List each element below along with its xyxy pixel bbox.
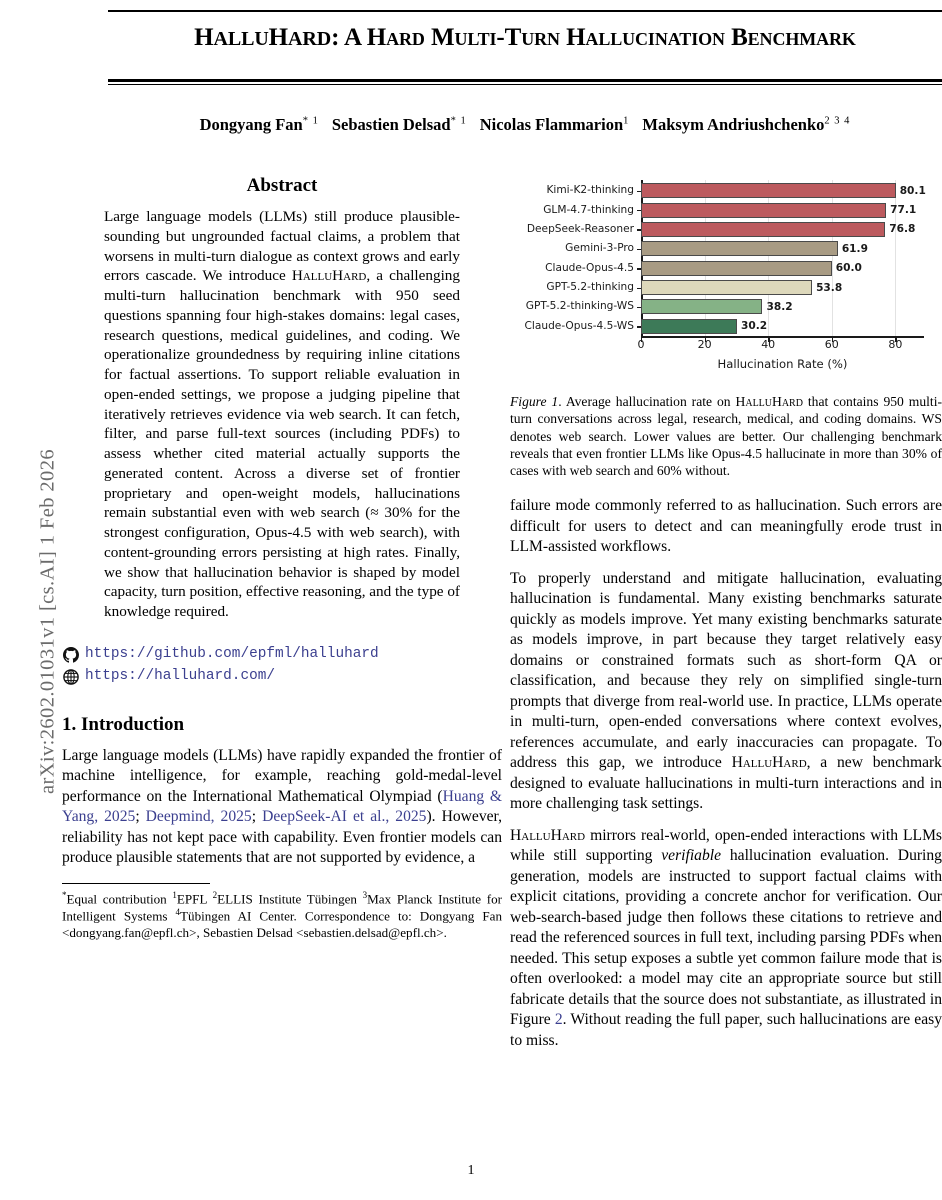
chart-bar-row	[525, 299, 793, 314]
chart-bar	[641, 280, 812, 295]
chart-x-tick-label: 0	[637, 338, 645, 351]
chart-bar-row	[546, 183, 926, 198]
figure-reference-2[interactable]: 2	[554, 1011, 563, 1029]
citation-deepseek[interactable]: DeepSeek-AI et al., 2025	[262, 808, 427, 826]
chart-category-label: Claude-Opus-4.5	[545, 261, 634, 274]
citation-separator: ;	[251, 808, 263, 826]
chart-x-tick-label: 80	[888, 338, 903, 351]
intro-text-a: Large language models (LLMs) have rapidly expanded the frontier of machine intelligence, for example, reaching gold-medal-level performance on the International Mathematical Olympiad (	[62, 746, 502, 805]
citation-deepmind[interactable]: Deepmind, 2025	[145, 808, 252, 826]
left-column	[62, 175, 502, 942]
footnote-marker-3: 3	[362, 889, 368, 900]
benchmark-name: HalluHard	[731, 754, 807, 772]
footnote-separator	[62, 883, 210, 884]
benchmark-name: HalluHard	[291, 267, 367, 285]
chart-bar-row	[526, 222, 916, 237]
globe-icon	[62, 668, 79, 685]
benchmark-name: HalluHard	[735, 394, 803, 409]
chart-bar	[641, 241, 838, 256]
right-paragraph-1: failure mode commonly referred to as hallucination. Such errors are difficult for users to detect and can meaningfully erode trust in LLM-assisted workflows.	[510, 497, 942, 556]
title-rule-top	[108, 10, 942, 12]
figure-caption-b: that contains 950 multi-turn conversations across legal, research, medical, and coding domains. WS denotes web search. Lower values are better. Our challenging benchmark reveals that even frontier LLMs like Opus-4.5 hallucinate in more than 30% of cases with web search and 60% without.	[510, 394, 942, 478]
chart-category-label: GPT-5.2-thinking	[546, 281, 634, 294]
affiliation-4-and-correspondence: Tübingen AI Center. Correspondence to: Dongyang Fan <dongyang.fan@epfl.ch>, Sebastien Delsad <sebastien.delsad@epfl.ch>.	[62, 908, 503, 941]
chart-plot	[510, 175, 942, 380]
chart-x-tick-label: 40	[761, 338, 776, 351]
author-affiliation-marker: * 1	[302, 115, 319, 127]
figure-caption	[510, 393, 942, 479]
footnote-equal-contribution: Equal contribution	[66, 890, 173, 906]
chart-bar	[641, 261, 832, 276]
chart-bar-value-label: 61.9	[841, 242, 868, 255]
chart-category-label: Kimi-K2-thinking	[546, 184, 634, 197]
right-paragraph-2	[510, 569, 942, 815]
author-entry	[200, 115, 319, 134]
chart-bar-value-label: 77.1	[890, 204, 917, 217]
chart-bar	[641, 299, 762, 314]
page-number: 1	[467, 1163, 475, 1178]
author-entry	[642, 115, 850, 134]
figure-number: Figure 1	[510, 394, 559, 409]
chart-bar-value-label: 80.1	[899, 184, 926, 197]
figure-caption-a: . Average hallucination rate on	[558, 394, 736, 409]
introduction-paragraph	[62, 746, 502, 869]
emphasis-verifiable: verifiable	[661, 847, 722, 865]
paper-page	[62, 0, 942, 1200]
right-p2-b: , a new benchmark designed to evaluate hallucinations in multi-turn interactions and in more challenging task settings.	[510, 754, 942, 813]
right-p2-a: To properly understand and mitigate hallucination, evaluating hallucination is fundamental. Many existing benchmarks saturate quickly as models improve. Yet many existing benchmarks saturate as models improve, in part because they target relatively easy domains or constrained formats such as short-form QA or classification, and because they rely on simplified single-turn prompts that diverge from real-world use. In practice, LLMs operate in multi-turn, open-ended conversations where context evolves, references accumulate, and early inaccuracies can propagate. To address this gap, we introduce	[510, 569, 942, 772]
chart-x-axis	[641, 336, 924, 338]
github-icon	[62, 646, 79, 663]
footnote-asterisk: *	[62, 889, 67, 900]
hallucination-rate-bar-chart	[510, 175, 942, 380]
chart-bar-row	[546, 280, 843, 295]
chart-bar	[641, 319, 737, 334]
citation-huang-yang[interactable]: Huang & Yang, 2025	[62, 787, 502, 826]
figure-1	[510, 175, 942, 479]
chart-bar-row	[543, 203, 917, 218]
author-name: Dongyang Fan	[199, 115, 303, 134]
title-rule-bottom-thin	[108, 84, 942, 85]
benchmark-name: HalluHard	[510, 826, 586, 844]
chart-category-label: GPT-5.2-thinking-WS	[525, 300, 634, 313]
author-name: Nicolas Flammarion	[479, 115, 624, 134]
affiliation-2: ELLIS Institute Tübingen	[217, 890, 363, 906]
author-name: Sebastien Delsad	[331, 115, 451, 134]
chart-x-tick-label: 60	[824, 338, 839, 351]
affiliation-3: Max Planck Institute for Intelligent Systems	[62, 890, 502, 924]
author-entry	[480, 115, 630, 134]
chart-bar	[641, 222, 885, 237]
abstract-text-a: Large language models (LLMs) still produce plausible-sounding but ungrounded factual claims, a problem that worsens in multi-turn dialogue as context grows and early errors cascade. We introduce	[104, 208, 460, 285]
author-affiliation-marker: * 1	[450, 115, 467, 127]
chart-category-label: Claude-Opus-4.5-WS	[524, 319, 634, 332]
chart-category-label: Gemini-3-Pro	[565, 242, 634, 255]
github-link-url[interactable]: https://github.com/epfml/halluhard	[85, 645, 379, 662]
chart-category-label: DeepSeek-Reasoner	[526, 222, 634, 235]
website-link-row[interactable]	[62, 666, 502, 688]
chart-bar-value-label: 38.2	[766, 300, 793, 313]
chart-bar-value-label: 53.8	[816, 281, 843, 294]
chart-bar-row	[565, 241, 868, 256]
footnote-marker-2: 2	[212, 889, 218, 900]
intro-text-b: ). However, reliability has not kept pace with capability. Even frontier models can produce plausible statements that are not supported by evidence, a	[62, 808, 503, 867]
author-entry	[332, 115, 467, 134]
page-title	[108, 24, 942, 52]
right-column	[510, 175, 942, 1062]
project-links	[62, 644, 502, 688]
footnote-block	[62, 890, 502, 942]
abstract-body	[104, 207, 460, 622]
abstract-text-b: , a challenging multi-turn hallucination benchmark with 950 seed questions spanning four high-stakes domains: legal cases, research questions, medical guidelines, and coding. We operationalize groundedness by requiring inline citations for factual assertions. To support reliable evaluation in open-ended settings, we propose a judging pipeline that iteratively retrieves evidence via web search. It can fetch, filter, and parse full-text sources (including PDFs) to assess whether cited material actually supports the generated content. Across a diverse set of frontier proprietary and open-weight models, hallucinations remain substantial even with web search (≈ 30% for the strongest configuration, Opus-4.5 with web search), with content-grounding errors persisting at high rates. Finally, we show that hallucination behavior is shaped by model capacity, turn position, effective reasoning, and the type of knowledge required.	[104, 267, 460, 620]
affiliation-1: EPFL	[176, 890, 213, 906]
arxiv-stamp: arXiv:2602.01031v1 [cs.AI] 1 Feb 2026	[36, 448, 59, 795]
chart-bar-value-label: 60.0	[835, 262, 862, 275]
chart-bar	[641, 183, 896, 198]
chart-category-label: GLM-4.7-thinking	[543, 203, 634, 216]
section-heading-introduction: 1. Introduction	[62, 713, 185, 735]
right-paragraph-3	[510, 826, 942, 1052]
chart-bar-row	[524, 319, 768, 334]
footnote-marker-1: 1	[172, 889, 177, 900]
author-list	[108, 115, 942, 135]
author-affiliation-marker: 2 3 4	[824, 115, 851, 127]
chart-bar-value-label: 30.2	[741, 320, 768, 333]
right-p3-b: hallucination evaluation. During generation, models are instructed to support factual claims with explicit citations, providing a concrete anchor for verification. Our web-search-based judge then follows these citations to retrieve and read the referenced sources in full text, including parsing PDFs when needed. This setup exposes a subtle yet common failure mode that is often overlooked: a model may cite an appropriate source but still fabricate details that the source does not substantiate, as illustrated in Figure	[510, 847, 942, 1029]
title-rule-bottom	[108, 79, 942, 82]
footnote-marker-4: 4	[175, 907, 181, 918]
chart-bar-row	[545, 261, 862, 276]
chart-x-tick-label: 20	[697, 338, 712, 351]
abstract-heading: Abstract	[246, 175, 318, 196]
right-p3-a: mirrors real-world, open-ended interactions with LLMs while still supporting	[510, 826, 942, 865]
page-title-text: HALLUHARD: A Hard Multi-Turn Hallucination Benchmark	[194, 24, 856, 51]
right-p3-c: . Without reading the full paper, such hallucinations are easy to miss.	[510, 1011, 942, 1049]
citation-separator: ;	[135, 808, 146, 826]
chart-bar-value-label: 76.8	[889, 223, 916, 236]
chart-bar	[641, 203, 886, 218]
author-name: Maksym Andriushchenko	[642, 115, 825, 134]
website-link-url[interactable]: https://halluhard.com/	[85, 667, 275, 684]
chart-x-axis-label: Hallucination Rate (%)	[717, 357, 848, 371]
github-link-row[interactable]	[62, 644, 502, 666]
author-affiliation-marker: 1	[623, 115, 630, 127]
